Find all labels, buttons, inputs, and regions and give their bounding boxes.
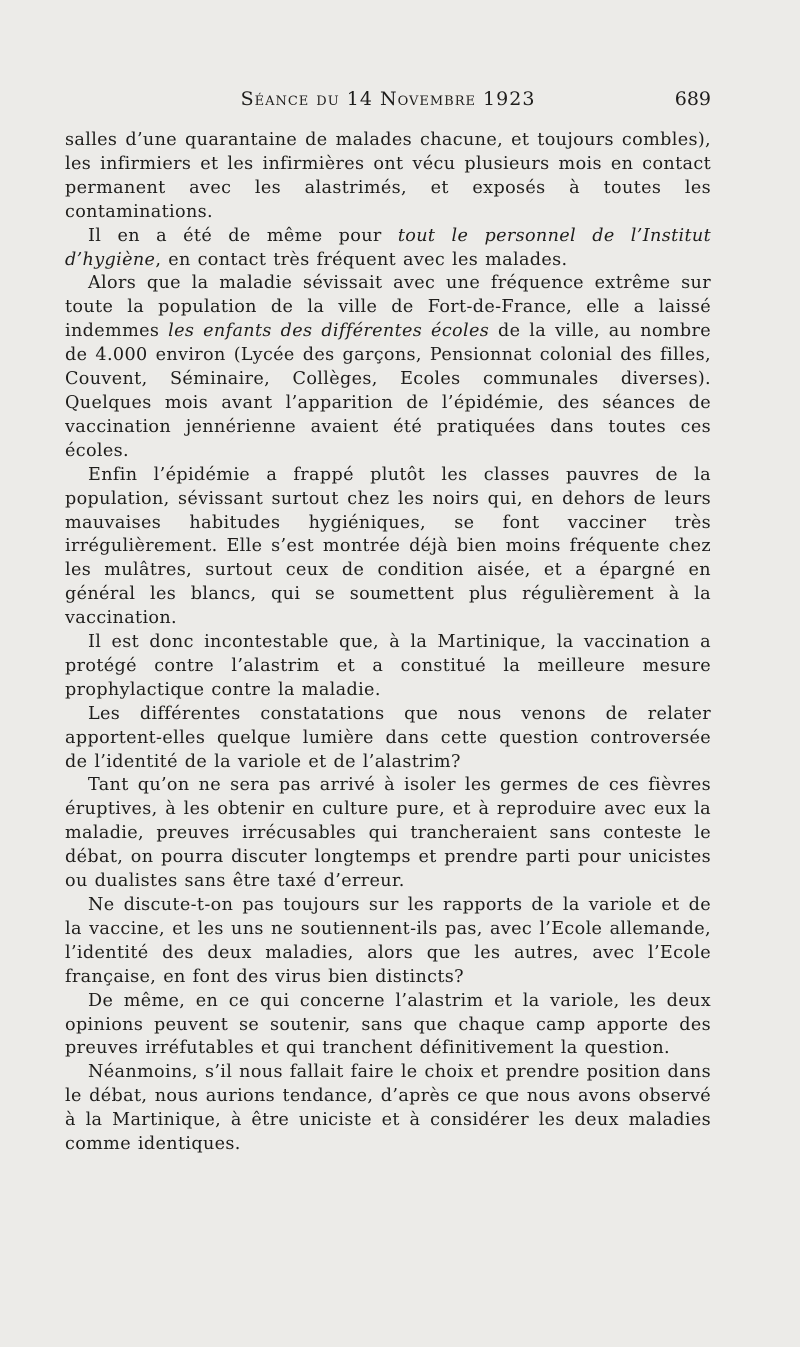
body-text (65, 129, 711, 1157)
paragraph (65, 703, 711, 775)
text-segment: salles d’une quarantaine de malades chacune, et toujours combles), les infirmiers et les infirmières ont vécu plusieurs mois en contact permanent avec les alastrimés, et exposés à toutes les contaminations. (65, 130, 711, 222)
text-segment: De même, en ce qui concerne l’alastrim et la variole, les deux opinions peuvent se soutenir, sans que chaque camp apporte des preuves irréfutables et qui tranchent définitivement la question. (65, 990, 711, 1059)
text-segment: de la ville, au nombre de 4.000 environ (Lycée des garçons, Pensionnat colonial des filles, Couvent, Séminaire, Collèges, Ecoles communales diverses). Quelques mois avant l’apparition de l’épidémie, des séances de vaccination jennérienne avaient été pratiquées dans toutes ces écoles. (65, 321, 711, 461)
paragraph (65, 1061, 711, 1157)
text-segment: Les différentes constatations que nous venons de relater apportent-elles quelque lumière dans cette question controversée de l’identité de la variole et de l’alastrim? (65, 703, 711, 772)
paragraph (65, 990, 711, 1062)
paragraph (65, 631, 711, 703)
paragraph (65, 774, 711, 894)
italic-text: les enfants des différentes écoles (168, 321, 490, 342)
running-head (65, 84, 711, 114)
paragraph (65, 225, 711, 273)
text-segment: Tant qu’on ne sera pas arrivé à isoler les germes de ces fièvres éruptives, à les obtenir en culture pure, et à reproduire avec eux la maladie, preuves irrécusables qui trancheraient sans conteste le débat, on pourra discuter longtemps et prendre parti pour unicistes ou dualistes sans être taxé d’erreur. (65, 775, 711, 892)
text-segment: Enfin l’épidémie a frappé plutôt les classes pauvres de la population, sévissant surtout chez les noirs qui, en dehors de leurs mauvaises habitudes hygiéniques, se font vacciner très irrégulièrement. Elle s’est montrée déjà bien moins fréquente chez les mulâtres, surtout ceux de condition aisée, et a épargné en général les blancs, qui se soumettent plus régulièrement à la vaccination. (65, 464, 711, 629)
text-segment: Alors que la maladie sévissait avec une fréquence extrême sur toute la population de la ville de Fort-de-France, elle a laissé indemmes (65, 273, 711, 342)
text-segment: , en contact très fréquent avec les malades. (155, 249, 568, 270)
text-segment: Il est donc incontestable que, à la Martinique, la vaccination a protégé contre l’alastrim et a constitué la meilleure mesure prophylactique contre la maladie. (65, 632, 711, 700)
running-title: Séance du 14 Novembre 1923 (240, 88, 536, 110)
italic-text: tout le personnel de l’Institut d’hygiène (65, 225, 712, 270)
text-segment: Il en a été de même pour (88, 225, 398, 246)
paragraph (65, 464, 711, 631)
page-number: 689 (674, 88, 711, 110)
paragraph (65, 129, 711, 225)
paragraph (65, 272, 711, 463)
paragraph (65, 894, 711, 990)
text-segment: Néanmoins, s’il nous fallait faire le choix et prendre position dans le débat, nous aurions tendance, d’après ce que nous avons observé à la Martinique, à être uniciste et à considérer les deux maladies comme identiques. (65, 1062, 711, 1155)
text-segment: Ne discute-t-on pas toujours sur les rapports de la variole et de la vaccine, et les uns ne soutiennent-ils pas, avec l’Ecole allemande, l’identité des deux maladies, alors que les autres, avec l’Ecole française, en font des virus bien distincts? (65, 895, 711, 987)
